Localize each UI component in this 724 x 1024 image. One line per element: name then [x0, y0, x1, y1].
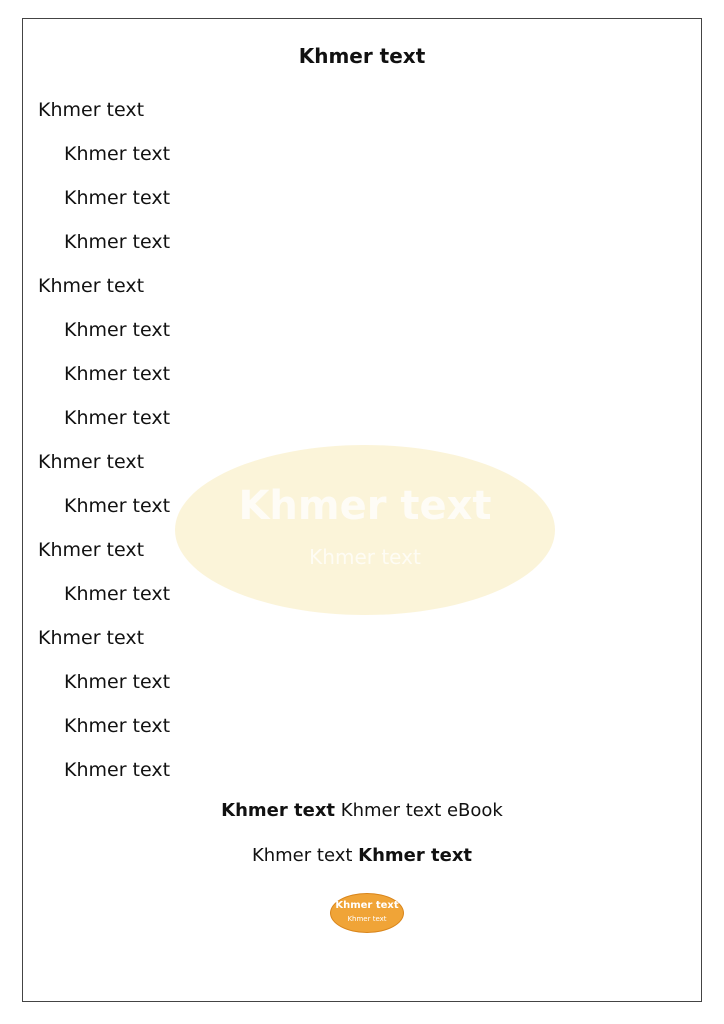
lyric-line: Khmer text [64, 759, 171, 781]
lyric-line: Khmer text [38, 99, 145, 121]
lyric-line: Khmer text [64, 363, 171, 385]
lyric-line: Khmer text [64, 671, 171, 693]
credit-sponsor: Khmer text [358, 845, 473, 866]
lyric-line: Khmer text [64, 583, 171, 605]
credit-line-2 [0, 845, 724, 866]
watermark-title: Khmer text [238, 483, 492, 529]
lyric-line: Khmer text [38, 539, 145, 561]
lyric-line: Khmer text [64, 143, 171, 165]
lyric-line: Khmer text [38, 451, 145, 473]
credit-text-2: Khmer text [251, 845, 353, 866]
lyric-line: Khmer text [38, 627, 145, 649]
logo-title: Khmer text [335, 900, 399, 911]
lyric-line: Khmer text [64, 495, 171, 517]
lyric-line: Khmer text [64, 715, 171, 737]
credit-author: Khmer text [221, 800, 336, 821]
logo-subtitle: Khmer text [347, 915, 387, 923]
credit-text-1: Khmer text [340, 800, 442, 821]
watermark-subtitle: Khmer text [309, 545, 421, 569]
lyric-line: Khmer text [64, 231, 171, 253]
lyric-line: Khmer text [64, 319, 171, 341]
lyric-line: Khmer text [64, 187, 171, 209]
song-title: Khmer text [298, 44, 426, 68]
lyric-line: Khmer text [38, 275, 145, 297]
credit-ebook: eBook [446, 800, 503, 821]
watermark-logo [175, 445, 555, 615]
lyric-line: Khmer text [64, 407, 171, 429]
credit-line-1 [0, 800, 724, 821]
publisher-logo [330, 893, 404, 933]
